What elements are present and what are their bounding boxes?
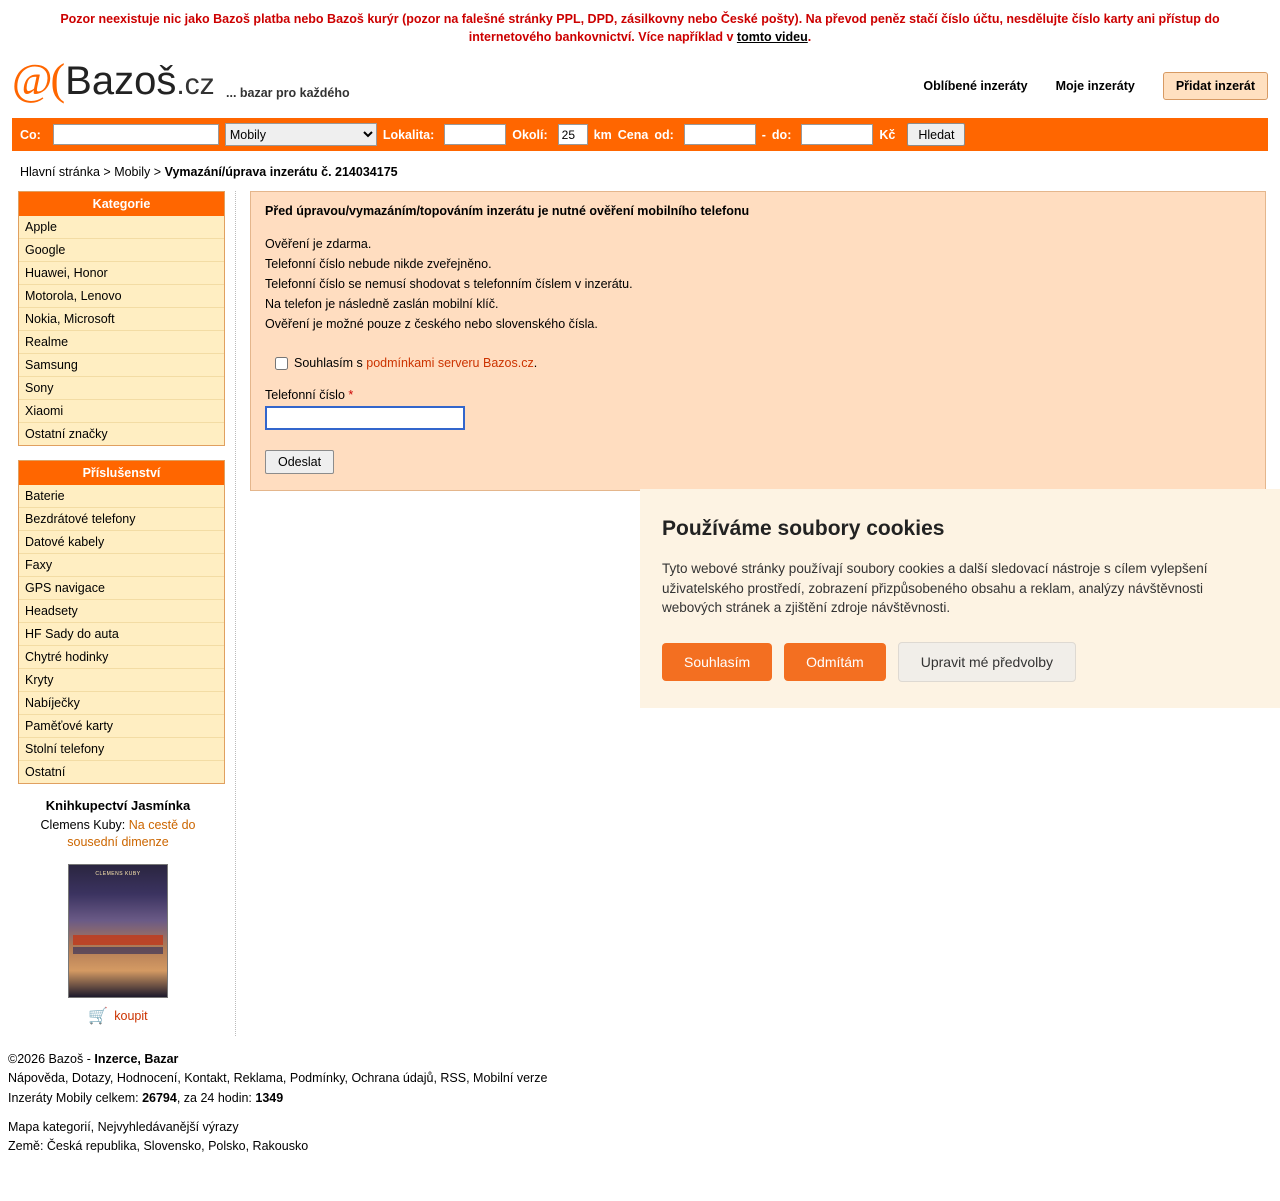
shopping-cart-icon: 🛒 [88, 1007, 109, 1025]
categories-box [18, 191, 225, 446]
sidebar-link-faxy[interactable]: Faxy [25, 558, 53, 573]
price-from-input[interactable] [684, 124, 756, 145]
page-layout [0, 191, 1280, 1036]
categories-list [19, 216, 224, 445]
search-locality-label: Lokalita: [382, 127, 435, 142]
at-symbol-icon: @( [12, 55, 64, 105]
breadcrumb-separator-1: > [103, 165, 111, 180]
terms-link[interactable]: podmínkami serveru Bazos.cz [366, 356, 534, 371]
locality-input[interactable] [444, 124, 506, 145]
submit-button[interactable]: Odeslat [265, 450, 334, 474]
sidebar-item-chytre-hodinky[interactable] [19, 645, 224, 668]
footer-copyright-line [8, 1050, 1280, 1069]
sidebar-item-sony[interactable] [19, 376, 224, 399]
scam-warning-banner [15, 0, 1265, 50]
sidebar-link-bezdratove-telefony[interactable]: Bezdrátové telefony [25, 512, 136, 527]
verification-line-2: Telefonní číslo nebude nikde zveřejněno. [265, 257, 492, 272]
cookie-consent-banner [640, 489, 1280, 708]
sidebar-link-huawei[interactable]: Huawei, Honor [25, 266, 108, 281]
terms-text [294, 356, 537, 370]
sidebar-link-datove-kabely[interactable]: Datové kabely [25, 535, 105, 550]
cookie-preferences-button[interactable]: Upravit mé předvolby [898, 642, 1076, 682]
site-slogan: ... bazar pro každého [226, 86, 350, 101]
sidebar-link-chytre-hodinky[interactable]: Chytré hodinky [25, 650, 109, 665]
sidebar-item-motorola[interactable] [19, 284, 224, 307]
buy-row [18, 1006, 218, 1026]
site-footer [8, 1050, 1280, 1171]
sidebar-link-other-brands[interactable]: Ostatní značky [25, 427, 108, 442]
required-asterisk: * [348, 388, 354, 403]
price-range-dash: - [761, 127, 766, 142]
scam-warning-text-after: . [807, 30, 812, 45]
verification-line-3: Telefonní číslo se nemusí shodovat s telefonním číslem v inzerátu. [265, 277, 633, 292]
radius-input[interactable] [558, 124, 588, 145]
km-unit-label: km [593, 127, 612, 142]
search-what-label: Co: [20, 127, 41, 142]
verification-title: Před úpravou/vymazáním/topováním inzerátu je nutné ověření mobilního telefonu [265, 204, 750, 219]
book-cover-author-text: CLEMENS KUBY [95, 870, 141, 877]
footer-stats-line [8, 1089, 1280, 1108]
footer-links-line[interactable]: Nápověda, Dotazy, Hodnocení, Kontakt, Reklama, Podmínky, Ochrana údajů, RSS, Mobilní verze [8, 1071, 548, 1086]
footer-countries-line[interactable]: Země: Česká republika, Slovensko, Polsko, Rakousko [8, 1139, 309, 1154]
promo-shop-name: Knihkupectví Jasmínka [45, 798, 191, 814]
cookie-description: Tyto webové stránky používají soubory cookies a další sledovací nástroje s cílem vylepšení uživatelského prostředí, zobrazení přizpůsobeného obsahu a reklam, analýzy návštěvnosti webových stránek a zjištění zdroje návštěvnosti. [662, 561, 1208, 616]
sidebar-item-xiaomi[interactable] [19, 399, 224, 422]
sidebar-link-sony[interactable]: Sony [25, 381, 54, 396]
cookie-reject-button[interactable]: Odmítám [784, 643, 886, 681]
sidebar-link-xiaomi[interactable]: Xiaomi [25, 404, 64, 419]
search-radius-label: Okolí: [512, 127, 548, 142]
sidebar-item-kryty[interactable] [19, 668, 224, 691]
book-promo [18, 798, 218, 1026]
terms-agreement-row [275, 356, 1251, 370]
cookie-buttons [662, 642, 1254, 682]
cookie-accept-button[interactable]: Souhlasím [662, 643, 772, 681]
cookie-title: Používáme soubory cookies [662, 517, 945, 541]
sidebar-item-stolni-telefony[interactable] [19, 737, 224, 760]
sidebar-link-ostatni[interactable]: Ostatní [25, 765, 66, 780]
footer-copyright-links[interactable]: Inzerce, Bazar [94, 1051, 179, 1066]
sidebar-link-stolni-telefony[interactable]: Stolní telefony [25, 742, 105, 757]
breadcrumb-current: Vymazání/úprava inzerátu č. 214034175 [164, 165, 398, 180]
phone-field-label [265, 388, 1251, 402]
footer-spacer [8, 1108, 1280, 1118]
verification-line-1: Ověření je zdarma. [265, 237, 372, 252]
search-input[interactable] [53, 124, 219, 145]
book-cover-band-secondary [73, 947, 163, 954]
sidebar-item-headsety[interactable] [19, 599, 224, 622]
category-select[interactable] [225, 123, 377, 146]
add-ad-button[interactable]: Přidat inzerát [1163, 72, 1268, 100]
main-content [250, 191, 1266, 491]
sidebar-item-nokia[interactable] [19, 307, 224, 330]
breadcrumb-home[interactable]: Hlavní stránka [20, 165, 100, 180]
terms-prefix: Souhlasím s [294, 356, 367, 371]
currency-label: Kč [879, 127, 896, 142]
sidebar-link-baterie[interactable]: Baterie [25, 489, 65, 504]
nav-favorite-ads[interactable]: Oblíbené inzeráty [923, 79, 1028, 94]
footer-map-line[interactable]: Mapa kategorií, Nejvyhledávanější výrazy [8, 1119, 239, 1134]
price-from-label: od: [654, 127, 674, 142]
breadcrumb-separator-2: > [153, 165, 162, 180]
promo-book-line [18, 817, 218, 850]
price-to-label: do: [771, 127, 792, 142]
sidebar-link-motorola[interactable]: Motorola, Lenovo [25, 289, 122, 304]
sidebar-link-hf-sady[interactable]: HF Sady do auta [25, 627, 119, 642]
sidebar-item-samsung[interactable] [19, 353, 224, 376]
promo-author: Clemens Kuby: [40, 818, 126, 833]
sidebar-link-pametove-karty[interactable]: Paměťové karty [25, 719, 114, 734]
sidebar-item-apple[interactable] [19, 216, 224, 238]
sidebar-link-google[interactable]: Google [25, 243, 66, 258]
sidebar-item-bezdratove-telefony[interactable] [19, 507, 224, 530]
footer-copyright: ©2026 Bazoš - [8, 1051, 95, 1066]
sidebar-item-ostatni[interactable] [19, 760, 224, 783]
accessories-title: Příslušenství [19, 461, 224, 485]
search-bar [12, 118, 1268, 151]
sidebar-link-apple[interactable]: Apple [25, 220, 57, 235]
book-cover-image[interactable] [68, 864, 168, 998]
footer-stats-day: 1349 [255, 1090, 284, 1105]
sidebar-link-kryty[interactable]: Kryty [25, 673, 54, 688]
sidebar-item-realme[interactable] [19, 330, 224, 353]
verification-line-5: Ověření je možné pouze z českého nebo slovenského čísla. [265, 317, 598, 332]
sidebar-item-faxy[interactable] [19, 553, 224, 576]
search-button[interactable]: Hledat [907, 123, 965, 146]
top-navigation [923, 72, 1268, 100]
breadcrumb [20, 165, 1280, 179]
verification-line-4: Na telefon je následně zaslán mobilní klíč. [265, 297, 499, 312]
sidebar-item-gps-navigace[interactable] [19, 576, 224, 599]
sidebar-link-realme[interactable]: Realme [25, 335, 69, 350]
promo-book-title-link[interactable]: Na cestě do sousední dimenze [67, 818, 196, 849]
terms-suffix: . [533, 356, 538, 371]
categories-title: Kategorie [19, 192, 224, 216]
site-logo[interactable] [12, 55, 215, 105]
price-to-input[interactable] [801, 124, 873, 145]
sidebar-item-other-brands[interactable] [19, 422, 224, 445]
sidebar-item-baterie[interactable] [19, 485, 224, 507]
phone-input[interactable] [265, 406, 465, 430]
sidebar-link-headsety[interactable]: Headsety [25, 604, 78, 619]
logo-text: Bazoš [65, 59, 177, 104]
breadcrumb-category[interactable]: Mobily [114, 165, 151, 180]
verification-info [265, 234, 1251, 334]
sidebar-item-huawei[interactable] [19, 261, 224, 284]
sidebar-link-nabijecky[interactable]: Nabíječky [25, 696, 80, 711]
nav-my-ads[interactable]: Moje inzeráty [1055, 79, 1135, 94]
price-label: Cena [617, 127, 649, 142]
sidebar [18, 191, 236, 1036]
sidebar-item-datove-kabely[interactable] [19, 530, 224, 553]
footer-stats-mid: , za 24 hodin: [176, 1090, 256, 1105]
sidebar-item-hf-sady[interactable] [19, 622, 224, 645]
scam-warning-text-before: Pozor neexistuje nic jako Bazoš platba nebo Bazoš kurýr (pozor na falešné stránky PPL, DPD, zásilkovny nebo České pošty). Na převod peněz stačí číslo účtu, nesdělujte číslo karty ani přístup do internetového bankovnictví. Více například v [60, 12, 1220, 45]
sidebar-link-samsung[interactable]: Samsung [25, 358, 78, 373]
phone-label-text: Telefonní číslo [265, 388, 345, 403]
accessories-list [19, 485, 224, 783]
scam-warning-video-link[interactable]: tomto videu [736, 30, 808, 45]
sidebar-item-nabijecky[interactable] [19, 691, 224, 714]
logo-tld: .cz [176, 68, 215, 102]
book-cover-band [73, 935, 163, 945]
sidebar-link-nokia[interactable]: Nokia, Microsoft [25, 312, 115, 327]
site-header [0, 50, 1280, 112]
footer-stats-prefix: Inzeráty Mobily celkem: [8, 1090, 143, 1105]
sidebar-item-pametove-karty[interactable] [19, 714, 224, 737]
sidebar-item-google[interactable] [19, 238, 224, 261]
terms-checkbox[interactable] [275, 357, 288, 370]
accessories-box [18, 460, 225, 784]
phone-verification-panel [250, 191, 1266, 491]
buy-link[interactable]: koupit [114, 1008, 148, 1023]
sidebar-link-gps-navigace[interactable]: GPS navigace [25, 581, 105, 596]
footer-stats-total: 26794 [142, 1090, 177, 1105]
